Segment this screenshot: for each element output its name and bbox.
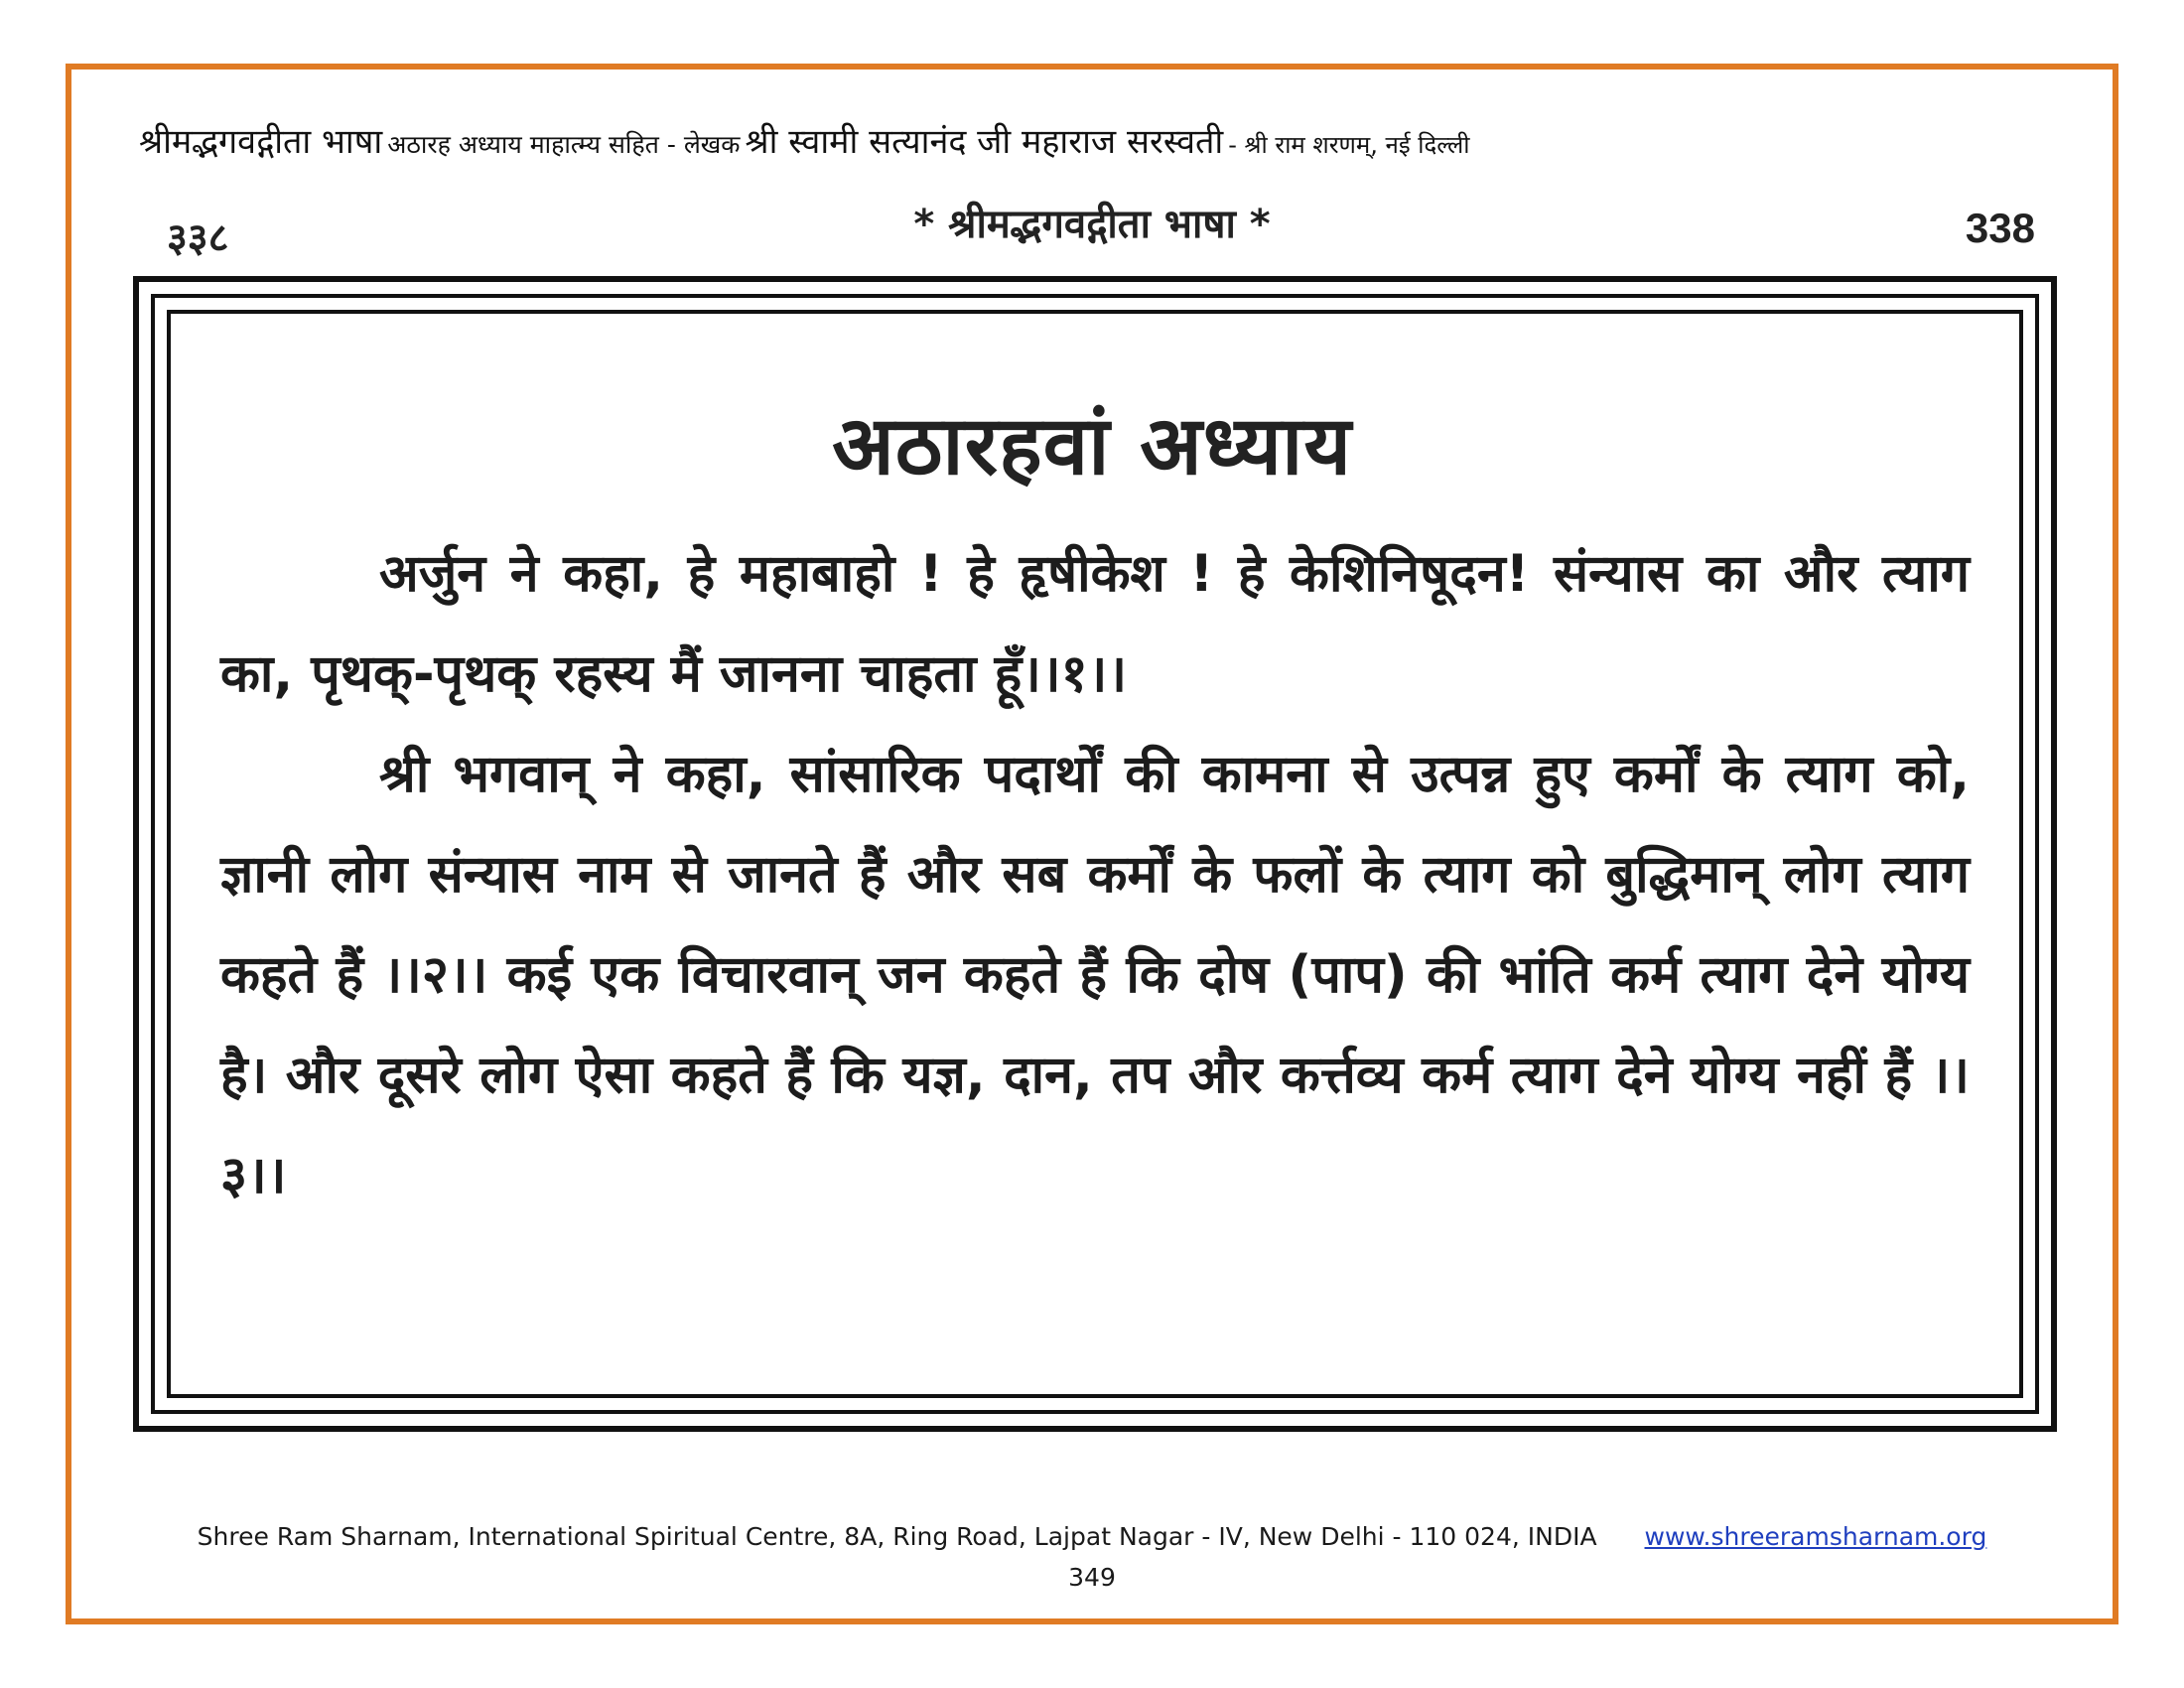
chapter-title: अठारहवां अध्याय [832,399,1352,493]
header-book-title: श्रीमद्भगवद्गीता भाषा [139,122,383,162]
header-subtitle: अठारह अध्याय माहात्म्य सहित - लेखक [387,130,741,159]
paragraph-2: श्री भगवान् ने कहा, सांसारिक पदार्थों की कामना से उत्पन्न हुए कर्मों के त्याग को, ज्ञानी लोग संन्यास नाम से जानते हैं और सब कर्मों के फलों के त्याग को बुद्धिमान् लोग त्याग कहते हैं ।।२।। कई एक विचारवान् जन कहते हैं कि दोष (पाप) की भांति कर्म त्याग देने योग्य है। और दूसरे लोग ऐसा कहते हैं कि यज्ञ, दान, तप और कर्त्तव्य कर्म त्याग देने योग्य नहीं हैं ।।३।। [220,745,1970,1205]
header-publisher: - श्री राम शरणम्, नई दिल्ली [1228,131,1470,159]
running-title: * श्रीमद्भगवद्गीता भाषा * [913,202,1271,247]
footer-address: Shree Ram Sharnam, International Spiritual Centre, 8A, Ring Road, Lajpat Nagar - IV, New Delhi - 110 024, INDIA [197,1522,1597,1551]
header-author: श्री स्वामी सत्यानंद जी महाराज सरस्वती [745,122,1224,162]
body-text [220,524,1970,1226]
paragraph-1: अर्जुन ने कहा, हे महाबाहो ! हे हृषीकेश ! हे केशिनिषूदन! संन्यास का और त्याग का, पृथक्-पृथक् रहस्य मैं जानना चाहता हूँ।।१।। [220,544,1970,704]
page-number-hindi: ३३८ [167,215,229,261]
header-line [139,117,2065,163]
website-link[interactable]: www.shreeramsharnam.org [1644,1522,1987,1551]
footer [0,1522,2184,1551]
page-number: 338 [1965,205,2035,251]
footer-page-number: 349 [1068,1563,1116,1592]
